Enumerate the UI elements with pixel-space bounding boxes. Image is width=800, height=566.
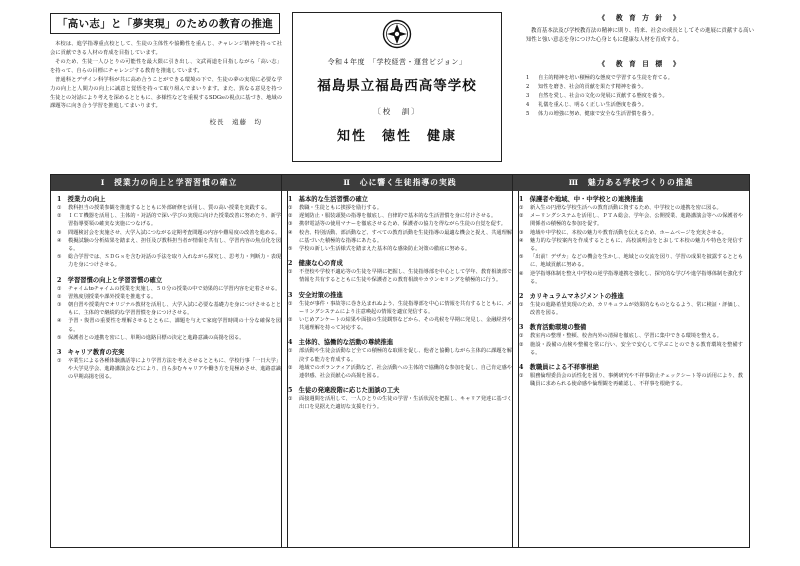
list-item [57, 334, 281, 342]
section-title: 1 保護者や地域、中・中学校との連携推進 [519, 196, 644, 203]
list-item [519, 212, 743, 228]
item-number: ① [288, 269, 293, 276]
item-text: 地域や中学校に、本校の魅力や教育活動を伝えるため、ホームページを充実させる。 [530, 229, 727, 236]
list-item [57, 293, 281, 301]
item-text: 朝自習や授業内でオリジナル教材を活用し、大学入試に必要な基礎力を身につけさせるとともに、主体的で継続的な学習習慣を身につけさせる。 [68, 302, 281, 317]
plan-section [519, 322, 743, 357]
column-heading: Ⅰ 授業力の向上と学習習慣の確立 [51, 175, 287, 191]
item-text: 総合学習では、ＳＤＧｓを含む対話の手法を取り入れながら探究し、思考力・判断力・表現力を身につけさせる。 [68, 254, 281, 269]
plan-section [288, 258, 512, 284]
item-number: ① [288, 348, 293, 355]
goal-item: 4 礼儀を重んじ、明るく正しい生活態度を養う。 [526, 102, 647, 108]
item-number: ② [519, 213, 524, 220]
list-item [288, 268, 512, 284]
school-vision-box [292, 12, 502, 162]
list-item [519, 204, 743, 212]
plan-section [288, 194, 512, 253]
philosophy-paragraph: 本校は、進学指導重点校として、生徒の主体性や協働性を重んじ、チャレンジ精神を持って社会に貢献できる人材の育成を目指しています。 [50, 41, 282, 56]
section-items [57, 204, 281, 270]
item-number: ④ [519, 237, 524, 244]
section-title: 5 生徒の発達段階に応じた面談の工夫 [288, 387, 400, 395]
item-number: ② [288, 213, 293, 220]
plan-section [57, 347, 281, 382]
item-number: ⑤ [57, 334, 62, 341]
plan-section [57, 194, 281, 270]
list-item [288, 212, 512, 220]
item-number: ④ [288, 229, 293, 236]
item-number: ③ [519, 229, 524, 236]
list-item [57, 212, 281, 228]
list-item [288, 316, 512, 332]
goal-item: 3 自然を愛し、社会の文化の発展に貢献する態度を養う。 [526, 93, 668, 99]
section-title: 1 授業力の向上 [57, 196, 106, 203]
plan-section [519, 362, 743, 388]
item-text: 卒業生による各種体験講話等により学習方法を考えさせるとともに、学校行事「一日大学」や大学見学会、進路講演会などにより、自ら歩むキャリアや働き方を見極めさせ、進路意識の早期高揚を図る。 [68, 358, 281, 381]
section-items [288, 300, 512, 333]
philosophy-paragraph: 普通科とデザイン科学科が共に高め合うことができる環境の下で、生徒の夢の実現に必要な学力の向上と人間力の向上に誠意と覚悟を持って取り組んでまいります。また、異なる意見を持つ生徒との対話により考えを深めるとともに、多様性などを重視するSDGsの視点に基づき、地域の課題等に向き合う学習を推進してまいります。 [50, 77, 282, 110]
column-guidance [281, 174, 519, 548]
column-teaching [50, 174, 288, 548]
item-text: 携帯電話等の使用マナーを徹底させるため、保護者の協力を得ながら生徒の自覚を促す。 [299, 221, 506, 228]
list-item [57, 253, 281, 269]
item-number: ① [519, 333, 524, 340]
list-item [288, 204, 512, 212]
column-body [513, 191, 749, 388]
item-text: 部活動や生徒会活動など全ての積極的な取組を促し、他者と協働しながら主体的に課題を解決する能力を育成する。 [299, 348, 512, 363]
item-text: 教職・生徒ともに挨拶を励行する。 [299, 205, 383, 211]
section-items [288, 395, 512, 411]
column-heading: Ⅲ 魅力ある学校づくりの推進 [513, 175, 749, 191]
plan-section [57, 275, 281, 342]
section-title: 3 安全対策の推進 [288, 291, 343, 299]
item-number: ⑥ [519, 270, 524, 277]
section-items [519, 204, 743, 286]
item-number: ⑤ [57, 254, 62, 261]
list-item [57, 237, 281, 253]
item-text: 学校の新しい生活様式を踏まえた基本的な感染防止対策の徹底に努める。 [299, 246, 471, 253]
philosophy-title: 「高い志」と「夢実現」のための教育の推進 [50, 13, 280, 34]
column-heading: Ⅱ 心に響く生徒指導の実践 [282, 175, 518, 191]
column-body [282, 191, 518, 412]
item-number: ③ [57, 302, 62, 309]
item-number: ① [288, 300, 293, 307]
item-number: ② [288, 317, 293, 324]
list-item [519, 372, 743, 388]
item-text: 模擬試験の分析結果を踏まえ、担任及び教科担当者が情報を共有し、学習内容の焦点化を図る。 [68, 237, 282, 253]
section-items [519, 301, 743, 317]
item-text: 習熟度別授業や課外授業を推進する。 [68, 293, 157, 300]
item-text: 施設・設備の点検や整備を常に行い、安全で安心して学ぶことのできる教育環境を整備する。 [530, 341, 743, 356]
list-item [519, 341, 743, 357]
section-items [57, 285, 281, 342]
list-item [288, 300, 512, 316]
kokun-label: 〔校 訓〕 [373, 107, 421, 116]
list-item [519, 270, 743, 286]
item-text: メーリングシステムを活用し、ＰＴＡ総会、学年会、公開授業、進路講演会等への保護者や関係者の積極的な参加を促す。 [530, 213, 743, 228]
section-items [288, 204, 512, 253]
kokun-text: 知性 徳性 健康 [336, 129, 457, 144]
item-text: 面接週間を活用して、一人ひとりの生徒の学習・生活状況を把握し、キャリア発達に基づく出口を見据えた適切な支援を行う。 [299, 396, 512, 411]
plan-section [519, 194, 743, 286]
list-item [288, 364, 512, 380]
column-body [51, 191, 287, 382]
section-items [519, 372, 743, 388]
item-text: ＩＣＴ機器を活用し、主体的・対話的で深い学びの実現に向けた授業改善に努めたり、新学習指導要領の確実な実施につなげる。 [68, 213, 281, 228]
item-number: ② [57, 293, 62, 300]
section-items [288, 347, 512, 380]
item-text: 校舎、特別活動、部活動など、すべての教育活動を生徒指導の最適な機会と捉え、共通理解に基づいた積極的な指導にあたる。 [299, 229, 512, 244]
goal-item: 5 体力の増強に努め、健康で安全な生活習慣を養う。 [526, 111, 658, 117]
item-text: いじめアンケートの結果や面接の生徒観察などから、その兆候を早期に発見し、金融経営や共通理解を持って対応する。 [299, 317, 512, 332]
goals-heading: 《 教 育 目 標 》 [598, 60, 682, 68]
list-item [288, 245, 512, 253]
item-text: 新入生の円滑な学校生活への教育活動に資するため、中学校との連携を密に図る。 [530, 205, 722, 211]
philosophy-block [50, 12, 282, 162]
school-emblem-icon [382, 19, 412, 49]
item-number: ③ [288, 221, 293, 228]
list-item [519, 253, 743, 269]
school-name: 福島県立福島西高等学校 [317, 78, 477, 94]
list-item [57, 204, 281, 212]
goal-item: 1 自主的精神を培い積極的な態度で学習する生徒を育てる。 [526, 75, 673, 81]
item-text: 魅力的な学校案内を作成するとともに、高校説明会をとおして本校の魅力や特色を発信する。 [530, 237, 743, 253]
column-school-building [512, 174, 750, 548]
list-item [288, 220, 512, 228]
list-item [57, 285, 281, 293]
item-text: 地域でのボランティア活動など、社会活動への主体的で協働的な参加を促し、自己肯定感や連帯感、社会貢献心の高揚を図る。 [299, 364, 512, 380]
item-number: ④ [57, 237, 62, 244]
list-item [519, 229, 743, 237]
item-text: 生徒の進路希望実現のため、カリキュラムが効果的なものとなるよう、常に検証・評価し、改善を図る。 [530, 302, 743, 317]
item-text: 教室内の整理・整頓、校舎内外の清掃を徹底し、学習に集中できる環境を整える。 [530, 333, 722, 340]
policy-text: 教育基本法及び学校教育法の精神に則り、将来、社会の成長としてその進展に貢献する高い知性と強い意志を身につけた心身ともに健康な人材を育成する。 [526, 28, 754, 43]
item-number: ⑤ [288, 246, 293, 253]
plan-section [519, 291, 743, 317]
list-item [519, 301, 743, 317]
list-item [57, 357, 281, 382]
item-text: チャイムtoチャイムの授業を実施し、５０分の授業の中で効果的に学習内容を定着させる。 [68, 285, 281, 292]
plan-section [288, 337, 512, 380]
item-text: 生徒が事件・事故等に巻き込まれぬよう、生徒指導部を中心に情報を共有するとともに、メーリングシステムにより注意喚起の情報を適宜発信する。 [299, 300, 512, 315]
section-title: 1 基本的な生活習慣の確立 [288, 196, 368, 203]
item-number: ① [519, 373, 524, 380]
item-text: 保護者との連携を密にし、単期の進路目標の決定と進路意識の高揚を図る。 [68, 334, 245, 341]
item-number: ③ [57, 229, 62, 236]
section-items [288, 268, 512, 284]
section-title: 3 教育活動環境の整備 [519, 324, 587, 332]
item-number: ① [57, 205, 62, 211]
plan-section [288, 385, 512, 411]
list-item [57, 229, 281, 237]
item-text: 問題検討会を実施させ、大学入試につながる定期考査問題の内容や難易度の改善を進める。 [68, 229, 281, 236]
list-item [57, 317, 281, 333]
list-item [57, 301, 281, 317]
item-number: ② [519, 341, 524, 348]
section-title: 4 教職員による不祥事根絶 [519, 364, 599, 372]
item-text: 逆学指導体制を整え中学校の逆学指導連携を強化し、探究的な学びや進学指導体制を強化する。 [530, 270, 743, 285]
section-title: 2 健康な心の育成 [288, 260, 343, 268]
item-number: ④ [57, 318, 62, 325]
list-item [519, 332, 743, 340]
item-text: 「出前！デザカ」などの機会を生かし、地域との交流を図り、学習の成果を披露するとともに、地域貢献に努める。 [530, 254, 743, 269]
item-number: ① [57, 285, 62, 292]
philosophy-paragraph: そのため、生徒一人ひとりの可能性を最大限に引き出し、文武両道を目指しながら「高い志」を持って、自らの目標にチャレンジする教育を推進しています。 [50, 59, 282, 74]
list-item [519, 237, 743, 253]
philosophy-text [50, 40, 282, 111]
section-title: 2 カリキュラムマネジメントの推進 [519, 293, 624, 301]
policy-heading: 《 教 育 方 針 》 [598, 14, 682, 22]
item-number: ① [57, 358, 62, 365]
list-item [288, 229, 512, 245]
item-text: 服務倫理委員会の活性化を図り、事例研究や不祥事防止チェックシート等の活用により、教職員に求められる使命感や倫理観を再確認し、不祥事を根絶する。 [530, 373, 743, 388]
section-title: 2 学習習慣の向上と学習習慣の確立 [57, 276, 163, 284]
item-number: ① [288, 396, 293, 403]
principal-name: 校長 遠藤 均 [209, 117, 262, 126]
item-number: ⑤ [519, 254, 524, 261]
list-item [288, 395, 512, 411]
item-text: 予習・復習の重要性を理解させるとともに、課題を与えて家庭学習時間の十分な確保を図る。 [68, 318, 281, 333]
section-title: 4 主体的、協働的な活動の尊続推進 [288, 339, 394, 347]
section-title: 3 キャリア教育の充実 [57, 349, 125, 357]
item-number: ① [519, 205, 524, 211]
section-items [519, 332, 743, 357]
policy-goals-block [520, 12, 760, 162]
item-number: ② [57, 213, 62, 220]
item-number: ① [288, 205, 293, 211]
item-number: ② [288, 364, 293, 371]
item-number: ① [519, 302, 524, 309]
item-text: 不登校や学校不適応等の生徒を早期に把握し、生徒指導部を中心として学年、教育相談部で情報を共有するとともに生徒や保護者との教育相談やカウンセリングを積極的に行う。 [299, 269, 512, 284]
goal-item: 2 知性を磨き、社会的貢献を果たす精神を養う。 [526, 84, 647, 90]
section-items [57, 357, 281, 382]
list-item [288, 347, 512, 363]
item-text: 教科担当の授業参観を推進するとともに外部研修を活用し、質の高い授業を実践する。 [68, 205, 271, 211]
vision-line: 令和４年度 「学校経営・運営ビジョン」 [327, 58, 467, 66]
goals-list [520, 74, 760, 119]
plan-section [288, 290, 512, 333]
item-text: 遅刻防止・服装頭髪の指導を徹底し、自律的で基本的な生活習慣を身に付けさせる。 [299, 213, 497, 220]
